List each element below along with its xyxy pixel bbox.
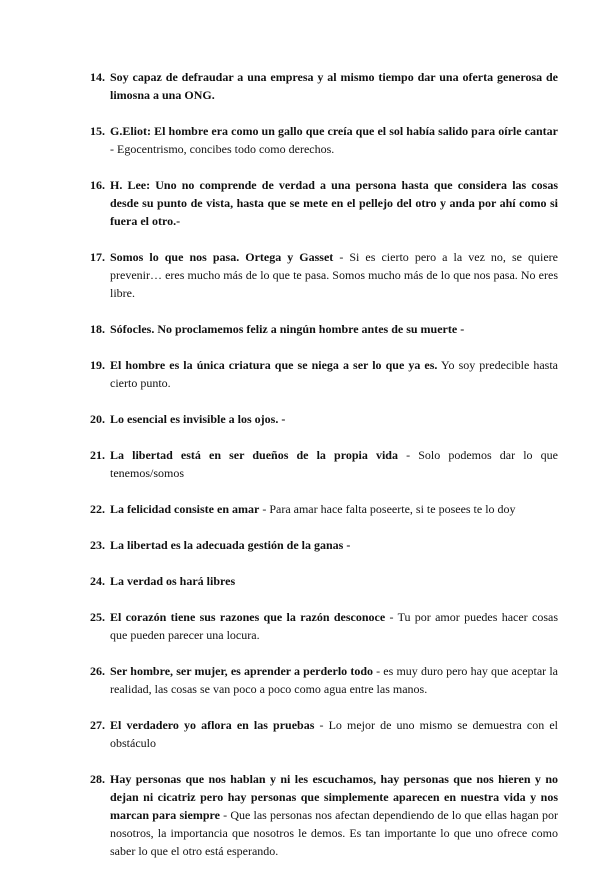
comment-text: - es muy duro pero hay que aceptar la realidad, las cosas se van poco a poco como agua entre las manos.	[110, 664, 558, 696]
list-item	[90, 248, 558, 302]
quote-text: El verdadero yo aflora en las pruebas	[110, 718, 315, 732]
item-number: 25.	[90, 610, 105, 624]
quote-text: La libertad está en ser dueños de la propia vida	[110, 448, 398, 462]
quote-text: La felicidad consiste en amar	[110, 502, 260, 516]
item-number: 28.	[90, 772, 105, 786]
item-number: 17.	[90, 250, 105, 264]
quote-text: H. Lee: Uno no comprende de verdad a una persona hasta que considera las cosas desde su punto de vista, hasta que se mete en el pellejo del otro y anda por ahí como si fuera el otro.-	[110, 178, 558, 228]
list-item	[90, 176, 558, 230]
item-number: 23.	[90, 538, 105, 552]
quote-text: Ser hombre, ser mujer, es aprender a perderlo todo	[110, 664, 373, 678]
comment-text: - Tu por amor puedes hacer cosas que pueden parecer una locura.	[110, 610, 558, 642]
item-number: 15.	[90, 124, 105, 138]
quote-text: G.Eliot: El hombre era como un gallo que creía que el sol había salido para oírle cantar	[110, 124, 558, 138]
item-number: 24.	[90, 574, 105, 588]
list-item	[90, 572, 558, 590]
list-item	[90, 320, 558, 338]
item-number: 27.	[90, 718, 105, 732]
item-number: 20.	[90, 412, 105, 426]
quote-text: Lo esencial es invisible a los ojos. -	[110, 412, 286, 426]
quote-text: La libertad es la adecuada gestión de la ganas -	[110, 538, 351, 552]
comment-text: - Egocentrismo, concibes todo como derechos.	[110, 142, 335, 156]
item-number: 21.	[90, 448, 105, 462]
item-number: 14.	[90, 70, 105, 84]
quote-text: La verdad os hará libres	[110, 574, 236, 588]
quote-text: El hombre es la única criatura que se niega a ser lo que ya es.	[110, 358, 438, 372]
quote-text: Sófocles. No proclamemos feliz a ningún hombre antes de su muerte -	[110, 322, 465, 336]
quote-list	[90, 68, 558, 878]
list-item	[90, 68, 558, 104]
list-item	[90, 608, 558, 644]
comment-text: - Que las personas nos afectan dependiendo de lo que ellas hagan por nosotros, la importancia que nosotros le demos. Es tan importante lo que uno ofrece como saber lo que el otro está esperando.	[110, 808, 558, 858]
comment-text: - Si es cierto pero a la vez no, se quiere prevenir… eres mucho más de lo que te pasa. Somos mucho más de lo que nos pasa. No eres libre.	[110, 250, 558, 300]
list-item	[90, 446, 558, 482]
item-number: 18.	[90, 322, 105, 336]
comment-text: Yo soy predecible hasta cierto punto.	[110, 358, 558, 390]
comment-text: - Solo podemos dar lo que tenemos/somos	[110, 448, 558, 480]
quote-text: Soy capaz de defraudar a una empresa y al mismo tiempo dar una oferta generosa de limosna a una ONG.	[110, 70, 558, 102]
list-item	[90, 770, 558, 860]
list-item	[90, 500, 558, 518]
item-number: 16.	[90, 178, 105, 192]
quote-text: Hay personas que nos hablan y ni les escuchamos, hay personas que nos hieren y no dejan ni cicatriz pero hay personas que simplemente aparecen en nuestra vida y nos marcan para siempre	[110, 772, 558, 822]
list-item	[90, 716, 558, 752]
list-item	[90, 410, 558, 428]
item-number: 22.	[90, 502, 105, 516]
comment-text: - Lo mejor de uno mismo se demuestra con el obstáculo	[110, 718, 559, 750]
item-number: 26.	[90, 664, 105, 678]
list-item	[90, 662, 558, 698]
item-number: 19.	[90, 358, 105, 372]
list-item	[90, 122, 558, 158]
list-item	[90, 536, 558, 554]
quote-text: Somos lo que nos pasa. Ortega y Gasset	[110, 250, 334, 264]
comment-text: - Para amar hace falta poseerte, si te posees te lo doy	[259, 502, 516, 516]
list-item	[90, 356, 558, 392]
quote-text: El corazón tiene sus razones que la razón desconoce	[110, 610, 386, 624]
